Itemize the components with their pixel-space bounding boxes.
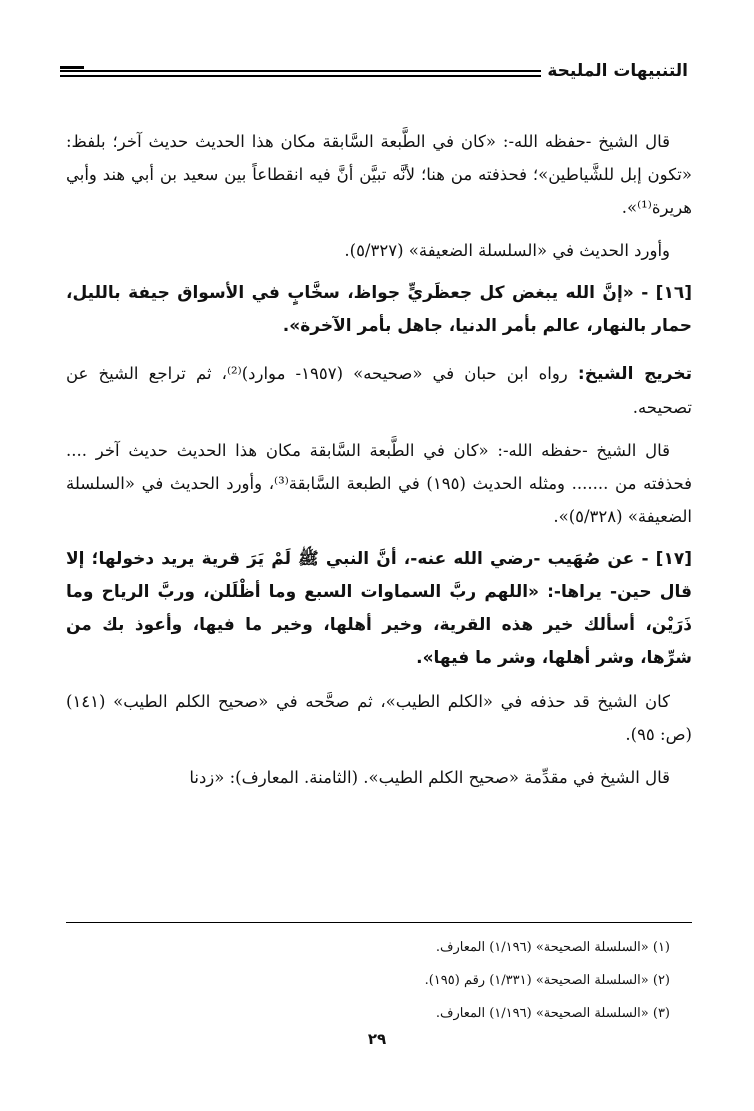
footnote-2: (٢) «السلسلة الصحيحة» (١/٣٣١) رقم (١٩٥). <box>424 973 670 988</box>
footnotes <box>66 922 692 1030</box>
header-dash <box>60 66 84 69</box>
hadith-16: [١٦] - «إنَّ الله يبغض كل جعظَريٍّ جواظ، سخَّابٍ في الأسواق جيفة بالليل، حمار بالنهار، عالم بأمر الدنيا، جاهل بأمر الآخرة». <box>66 283 692 336</box>
footnote-1: (١) «السلسلة الصحيحة» (١/١٩٦) المعارف. <box>435 940 670 955</box>
header-title: التنبيهات المليحة <box>541 60 688 82</box>
paragraph-sheikh-note-1: قال الشيخ -حفظه الله-: «كان في الطَّبعة السَّابقة مكان هذا الحديث حديث آخر؛ بلفظ: «تكون إبل للشَّياطين»؛ فحذفته من هنا؛ لأنَّه تبيَّن أنَّ فيه انقطاعاً بين سعيد بن أبي هند وأبي هريرة⁽¹⁾». <box>66 132 692 217</box>
page-number: ٢٩ <box>367 1030 387 1048</box>
page-body <box>66 125 692 794</box>
footnote-3: (٣) «السلسلة الصحيحة» (١/١٩٦) المعارف. <box>435 1006 670 1021</box>
takhrij-label: تخريج الشيخ: <box>577 364 693 384</box>
paragraph-introduction-note: قال الشيخ في مقدِّمة «صحيح الكلم الطيب». (الثامنة. المعارف): «زدنا <box>189 768 670 787</box>
paragraph-kalim-tayyib: كان الشيخ قد حذفه في «الكلم الطيب»، ثم صحَّحه في «صحيح الكلم الطيب» (١٤١) (ص: ٩٥). <box>66 692 692 744</box>
running-header <box>60 60 688 86</box>
paragraph-weak-series-ref-1: وأورد الحديث في «السلسلة الضعيفة» (٥/٣٢٧). <box>344 241 670 260</box>
paragraph-takhrij <box>66 357 692 424</box>
takhrij-text: رواه ابن حبان في «صحيحه» (١٩٥٧- موارد)⁽²⁾، ثم تراجع الشيخ عن تصحيحه. <box>66 364 692 417</box>
hadith-17: [١٧] - عن صُهَيب -رضي الله عنه-، أنَّ النبي ﷺ لَمْ يَرَ قرية يريد دخولها؛ إلا قال حين- يراها-: «اللهم ربَّ السماوات السبع وما أظْلَلن، وربَّ الرياح وما ذَرَيْن، أسألك خير هذه القرية، وخير أهلها، وخير ما فيها، وأعوذ بك من شرِّها، وشر أهلها، وشر ما فيها». <box>66 549 692 668</box>
paragraph-sheikh-note-2: قال الشيخ -حفظه الله-: «كان في الطَّبعة السَّابقة مكان هذا الحديث حديث آخر .... فحذفته من ....... ومثله الحديث (١٩٥) في الطبعة السَّابقة⁽³⁾، وأورد الحديث في «السلسلة الضعيفة» (٥/٣٢٨)». <box>66 441 692 526</box>
